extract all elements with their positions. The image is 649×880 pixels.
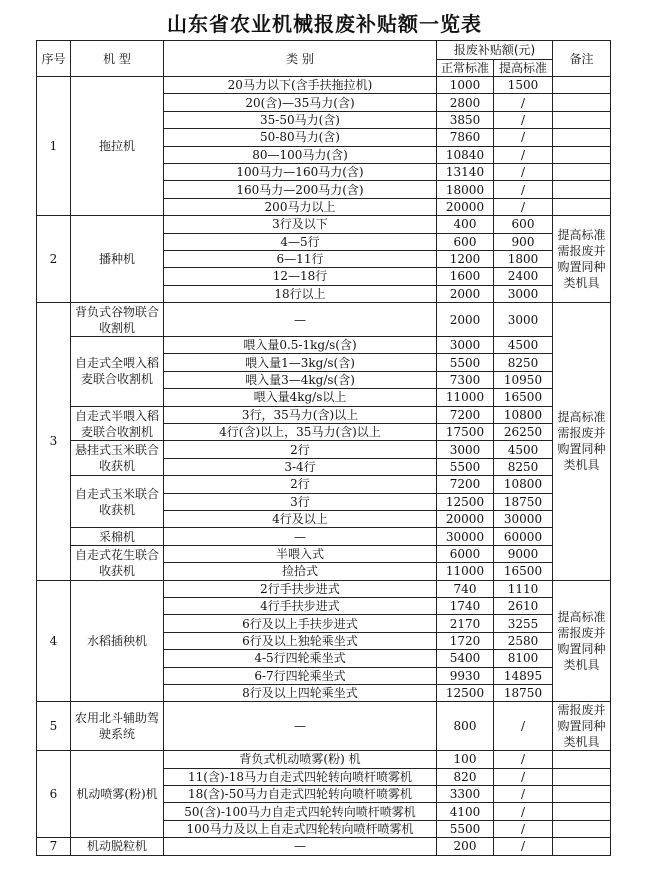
table-row bbox=[37, 406, 611, 423]
row-category: 3-4行 bbox=[164, 458, 437, 475]
row-category: 4-5行四轮乘坐式 bbox=[164, 650, 437, 667]
table-row bbox=[37, 545, 611, 562]
row-raised: / bbox=[494, 146, 553, 163]
row-category: — bbox=[164, 528, 437, 545]
row-raised: 16500 bbox=[494, 563, 553, 580]
row-category: 2行手扶步进式 bbox=[164, 580, 437, 597]
row-raised: 1500 bbox=[494, 77, 553, 94]
row-raised: 3000 bbox=[494, 285, 553, 302]
row-normal: 9930 bbox=[437, 667, 494, 684]
row-normal: 2170 bbox=[437, 615, 494, 632]
row-seq: 4 bbox=[37, 580, 71, 702]
row-category: 8行及以上四轮乘坐式 bbox=[164, 684, 437, 701]
row-note: 需报废并购置同种类机具 bbox=[553, 702, 611, 751]
row-normal: 740 bbox=[437, 580, 494, 597]
row-raised: 9000 bbox=[494, 545, 553, 562]
row-raised: 26250 bbox=[494, 424, 553, 441]
row-normal: 20000 bbox=[437, 198, 494, 215]
table-body bbox=[37, 77, 611, 856]
row-seq: 7 bbox=[37, 838, 71, 855]
row-category: — bbox=[164, 702, 437, 751]
row-raised: / bbox=[494, 94, 553, 111]
row-normal: 7860 bbox=[437, 129, 494, 146]
row-seq: 3 bbox=[37, 303, 71, 580]
row-normal: 20000 bbox=[437, 510, 494, 527]
row-category: 50-80马力(含) bbox=[164, 129, 437, 146]
row-normal: 11000 bbox=[437, 563, 494, 580]
row-raised: / bbox=[494, 768, 553, 785]
row-note bbox=[553, 77, 611, 94]
row-model: 采棉机 bbox=[71, 528, 164, 545]
row-seq: 1 bbox=[37, 77, 71, 216]
row-normal: 400 bbox=[437, 216, 494, 233]
table-row bbox=[37, 303, 611, 337]
table-row bbox=[37, 441, 611, 458]
row-category: 100马力—160马力(含) bbox=[164, 163, 437, 180]
row-model: 自走式花生联合收获机 bbox=[71, 545, 164, 580]
row-note bbox=[553, 751, 611, 768]
row-note bbox=[553, 838, 611, 855]
row-category: 4行(含)以上，35马力(含)以上 bbox=[164, 424, 437, 441]
row-note: 提高标准需报废并购置同种类机具 bbox=[553, 580, 611, 702]
row-normal: 1000 bbox=[437, 77, 494, 94]
row-raised: 60000 bbox=[494, 528, 553, 545]
row-raised: / bbox=[494, 129, 553, 146]
row-raised: / bbox=[494, 163, 553, 180]
row-category: 200马力以上 bbox=[164, 198, 437, 215]
row-raised: 8100 bbox=[494, 650, 553, 667]
table-row bbox=[37, 751, 611, 768]
row-normal: 5500 bbox=[437, 354, 494, 371]
row-category: 160马力—200马力(含) bbox=[164, 181, 437, 198]
row-category: 6-7行四轮乘坐式 bbox=[164, 667, 437, 684]
row-note bbox=[553, 803, 611, 820]
row-normal: 10840 bbox=[437, 146, 494, 163]
subsidy-table bbox=[36, 40, 611, 856]
row-normal: 200 bbox=[437, 838, 494, 855]
row-model: 机动喷雾(粉)机 bbox=[71, 751, 164, 838]
row-note bbox=[553, 820, 611, 837]
row-model: 背负式谷物联合收割机 bbox=[71, 303, 164, 337]
row-model: 水稻插秧机 bbox=[71, 580, 164, 702]
row-normal: 1720 bbox=[437, 632, 494, 649]
row-category: 12—18行 bbox=[164, 268, 437, 285]
row-raised: / bbox=[494, 198, 553, 215]
row-normal: 100 bbox=[437, 751, 494, 768]
row-category: 3行，35马力(含)以上 bbox=[164, 406, 437, 423]
row-normal: 5400 bbox=[437, 650, 494, 667]
row-raised: 2610 bbox=[494, 597, 553, 614]
row-normal: 1200 bbox=[437, 250, 494, 267]
row-normal: 4100 bbox=[437, 803, 494, 820]
row-raised: 18750 bbox=[494, 493, 553, 510]
row-normal: 13140 bbox=[437, 163, 494, 180]
row-note: 提高标准需报废并购置同种类机具 bbox=[553, 216, 611, 303]
row-normal: 7200 bbox=[437, 406, 494, 423]
row-category: 3行 bbox=[164, 493, 437, 510]
row-model: 农用北斗辅助驾驶系统 bbox=[71, 702, 164, 751]
row-category: 6—11行 bbox=[164, 250, 437, 267]
row-category: 50(含)-100马力自走式四轮转向喷杆喷雾机 bbox=[164, 803, 437, 820]
row-normal: 18000 bbox=[437, 181, 494, 198]
row-category: 20马力以下(含手扶拖拉机) bbox=[164, 77, 437, 94]
row-note bbox=[553, 198, 611, 215]
row-category: 捡拾式 bbox=[164, 563, 437, 580]
row-raised: 1110 bbox=[494, 580, 553, 597]
header-model: 机 型 bbox=[71, 41, 164, 77]
row-normal: 1600 bbox=[437, 268, 494, 285]
row-model: 自走式半喂入稻麦联合收割机 bbox=[71, 406, 164, 441]
row-note bbox=[553, 111, 611, 128]
header-note: 备注 bbox=[553, 41, 611, 77]
row-category: 2行 bbox=[164, 441, 437, 458]
row-category: — bbox=[164, 838, 437, 855]
row-raised: 4500 bbox=[494, 337, 553, 354]
row-category: 半喂入式 bbox=[164, 545, 437, 562]
row-normal: 17500 bbox=[437, 424, 494, 441]
row-category: 喂入量0.5-1kg/s(含) bbox=[164, 337, 437, 354]
row-raised: / bbox=[494, 702, 553, 751]
header-subsidy: 报废补贴额(元) bbox=[437, 41, 553, 60]
header-normal: 正常标准 bbox=[437, 60, 494, 77]
row-category: — bbox=[164, 303, 437, 337]
row-note: 提高标准需报废并购置同种类机具 bbox=[553, 303, 611, 580]
row-normal: 5500 bbox=[437, 820, 494, 837]
table-row bbox=[37, 838, 611, 855]
row-raised: 10800 bbox=[494, 406, 553, 423]
row-raised: 4500 bbox=[494, 441, 553, 458]
row-normal: 7200 bbox=[437, 476, 494, 493]
row-model: 机动脱粒机 bbox=[71, 838, 164, 855]
row-normal: 1740 bbox=[437, 597, 494, 614]
row-normal: 6000 bbox=[437, 545, 494, 562]
row-raised: 18750 bbox=[494, 684, 553, 701]
row-normal: 12500 bbox=[437, 493, 494, 510]
row-raised: 600 bbox=[494, 216, 553, 233]
row-normal: 820 bbox=[437, 768, 494, 785]
row-raised: / bbox=[494, 838, 553, 855]
row-normal: 12500 bbox=[437, 684, 494, 701]
row-raised: 14895 bbox=[494, 667, 553, 684]
row-normal: 800 bbox=[437, 702, 494, 751]
table-row bbox=[37, 77, 611, 94]
table-row bbox=[37, 476, 611, 493]
row-raised: 2400 bbox=[494, 268, 553, 285]
table-row bbox=[37, 337, 611, 354]
row-model: 自走式玉米联合收获机 bbox=[71, 476, 164, 528]
row-raised: 3000 bbox=[494, 303, 553, 337]
row-seq: 2 bbox=[37, 216, 71, 303]
header-seq: 序号 bbox=[37, 41, 71, 77]
row-note bbox=[553, 146, 611, 163]
row-category: 18行以上 bbox=[164, 285, 437, 302]
row-category: 3行及以下 bbox=[164, 216, 437, 233]
row-raised: / bbox=[494, 786, 553, 803]
row-note bbox=[553, 129, 611, 146]
header-row bbox=[37, 41, 611, 60]
row-normal: 2800 bbox=[437, 94, 494, 111]
row-normal: 600 bbox=[437, 233, 494, 250]
row-category: 4行及以上 bbox=[164, 510, 437, 527]
row-normal: 30000 bbox=[437, 528, 494, 545]
row-raised: 30000 bbox=[494, 510, 553, 527]
header-raised: 提高标准 bbox=[494, 60, 553, 77]
row-seq: 5 bbox=[37, 702, 71, 751]
row-category: 6行及以上独轮乘坐式 bbox=[164, 632, 437, 649]
row-normal: 3000 bbox=[437, 337, 494, 354]
header-category: 类 别 bbox=[164, 41, 437, 77]
row-normal: 3850 bbox=[437, 111, 494, 128]
row-raised: 1800 bbox=[494, 250, 553, 267]
row-normal: 7300 bbox=[437, 371, 494, 388]
row-raised: / bbox=[494, 751, 553, 768]
row-note bbox=[553, 163, 611, 180]
table-row bbox=[37, 216, 611, 233]
row-category: 喂入量4kg/s以上 bbox=[164, 389, 437, 406]
row-raised: / bbox=[494, 820, 553, 837]
row-raised: 2580 bbox=[494, 632, 553, 649]
row-normal: 3300 bbox=[437, 786, 494, 803]
row-model: 播种机 bbox=[71, 216, 164, 303]
row-normal: 5500 bbox=[437, 458, 494, 475]
row-model: 拖拉机 bbox=[71, 77, 164, 216]
row-raised: 8250 bbox=[494, 354, 553, 371]
row-category: 6行及以上手扶步进式 bbox=[164, 615, 437, 632]
row-model: 悬挂式玉米联合收获机 bbox=[71, 441, 164, 476]
row-model: 自走式全喂入稻麦联合收割机 bbox=[71, 337, 164, 407]
row-category: 2行 bbox=[164, 476, 437, 493]
row-raised: 3255 bbox=[494, 615, 553, 632]
row-normal: 2000 bbox=[437, 285, 494, 302]
row-raised: 900 bbox=[494, 233, 553, 250]
row-category: 喂入量1—3kg/s(含) bbox=[164, 354, 437, 371]
row-raised: / bbox=[494, 181, 553, 198]
row-normal: 2000 bbox=[437, 303, 494, 337]
row-raised: / bbox=[494, 111, 553, 128]
row-raised: / bbox=[494, 803, 553, 820]
row-category: 4—5行 bbox=[164, 233, 437, 250]
row-category: 11(含)-18马力自走式四轮转向喷杆喷雾机 bbox=[164, 768, 437, 785]
row-note bbox=[553, 181, 611, 198]
row-normal: 3000 bbox=[437, 441, 494, 458]
row-category: 4行手扶步进式 bbox=[164, 597, 437, 614]
table-row bbox=[37, 702, 611, 751]
table-row bbox=[37, 580, 611, 597]
row-category: 20(含)—35马力(含) bbox=[164, 94, 437, 111]
row-category: 背负式机动喷雾(粉) 机 bbox=[164, 751, 437, 768]
row-note bbox=[553, 786, 611, 803]
row-note bbox=[553, 94, 611, 111]
row-category: 35-50马力(含) bbox=[164, 111, 437, 128]
row-normal: 11000 bbox=[437, 389, 494, 406]
row-raised: 10800 bbox=[494, 476, 553, 493]
row-category: 80—100马力(含) bbox=[164, 146, 437, 163]
row-category: 喂入量3—4kg/s(含) bbox=[164, 371, 437, 388]
row-note bbox=[553, 768, 611, 785]
page-title: 山东省农业机械报废补贴额一览表 bbox=[167, 12, 482, 36]
row-raised: 10950 bbox=[494, 371, 553, 388]
row-seq: 6 bbox=[37, 751, 71, 838]
table-row bbox=[37, 528, 611, 545]
row-category: 100马力及以上自走式四轮转向喷杆喷雾机 bbox=[164, 820, 437, 837]
row-raised: 16500 bbox=[494, 389, 553, 406]
row-category: 18(含)-50马力自走式四轮转向喷杆喷雾机 bbox=[164, 786, 437, 803]
row-raised: 8250 bbox=[494, 458, 553, 475]
